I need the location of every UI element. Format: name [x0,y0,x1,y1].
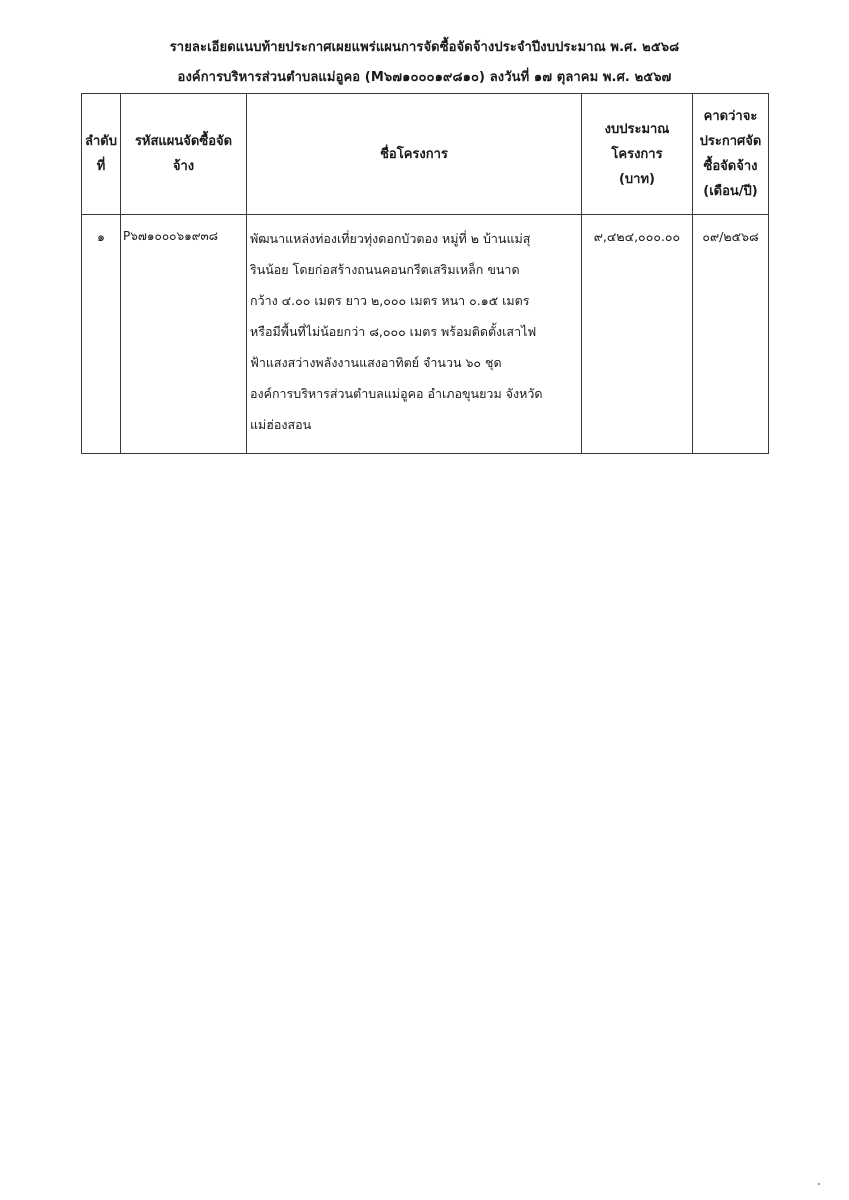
table-header-row [82,94,769,215]
project-name-line: หรือมีพื้นที่ไม่น้อยกว่า ๘,๐๐๐ เมตร พร้อมติดตั้งเสาไฟ [250,324,537,339]
project-name-line: พัฒนาแหล่งท่องเที่ยวทุ่งดอกบัวตอง หมู่ที่ ๒ บ้านแม่สุ [250,231,531,246]
row-number: ๑ [82,215,121,454]
scan-speck [818,1183,820,1185]
plan-code: P๖๗๑๐๐๐๖๑๙๓๘ [121,215,247,454]
header-plan-code: รหัสแผนจัดซื้อจัด จ้าง [121,94,247,215]
expected-announce-month: ๐๙/๒๕๖๘ [693,215,769,454]
project-name-line: รินน้อย โดยก่อสร้างถนนคอนกรีตเสริมเหล็ก ขนาด [250,262,520,277]
document-title: รายละเอียดแนบท้ายประกาศเผยแพร่แผนการจัดซื้อจัดจ้างประจำปีงบประมาณ พ.ศ. ๒๕๖๘ [169,40,680,55]
document-subtitle: องค์การบริหารส่วนตำบลแม่อูคอ (M๖๗๑๐๐๐๑๙๘๑๐) ลงวันที่ ๑๗ ตุลาคม พ.ศ. ๒๕๖๗ [177,70,672,85]
header-no: ลำดับ ที่ [82,94,121,215]
table-row [82,215,769,454]
header-expected-month: คาดว่าจะ ประกาศจัด ซื้อจัดจ้าง (เดือน/ปี) [693,94,769,215]
header-budget: งบประมาณ โครงการ (บาท) [582,94,693,215]
header-project-name: ชื่อโครงการ [247,94,582,215]
procurement-plan-table [81,93,769,454]
project-budget: ๙,๔๒๔,๐๐๐.๐๐ [582,215,693,454]
project-name-line: กว้าง ๔.๐๐ เมตร ยาว ๒,๐๐๐ เมตร หนา ๐.๑๕ เมตร [250,293,530,308]
project-name-line: องค์การบริหารส่วนตำบลแม่อูคอ อำเภอขุนยวม จังหวัด [250,386,543,401]
project-name-line: แม่ฮ่องสอน [250,417,312,432]
project-name-line: ฟ้าแสงสว่างพลังงานแสงอาทิตย์ จำนวน ๖๐ ชุด [250,355,502,370]
project-name [247,215,582,454]
